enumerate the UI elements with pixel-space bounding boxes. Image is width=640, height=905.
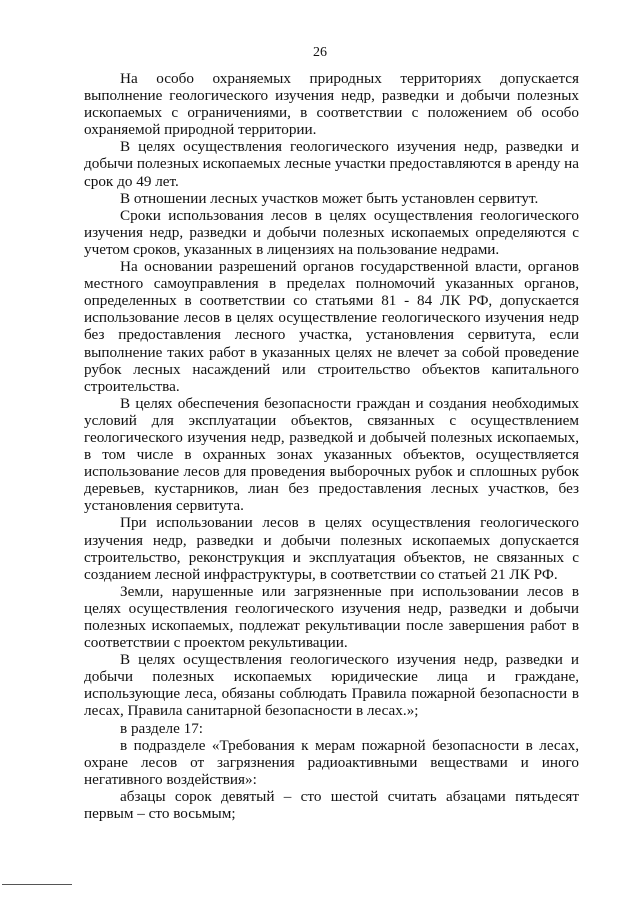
paragraph-usage-terms: Сроки использования лесов в целях осуществления геологического изучения недр, разведки и добычи полезных ископаемых определяются с учетом сроков, указанных в лицензиях на пользование недрами. — [84, 206, 579, 258]
footer-divider — [2, 884, 72, 885]
paragraph-construction: При использовании лесов в целях осуществления геологического изучения недр, разведки и добычи полезных ископаемых допускается строительство, реконструкция и эксплуатация объектов, не связанных с созданием лесной инфраструктуры, в соответствии со статьей 21 ЛК РФ. — [84, 514, 579, 583]
paragraph-renumbering: абзацы сорок девятый – сто шестой считать абзацами пятьдесят первым – сто восьмым; — [84, 787, 579, 823]
paragraph-subsection: в подразделе «Требования к мерам пожарной безопасности в лесах, охране лесов от загрязнения радиоактивными веществами и иного негативного воздействия»: — [84, 736, 579, 788]
paragraph-lease-term: В целях осуществления геологического изучения недр, разведки и добычи полезных ископаемых лесные участки предоставляются в аренду на срок до 49 лет. — [84, 138, 579, 190]
paragraph-permits: На основании разрешений органов государственной власти, органов местного самоуправления в пределах полномочий указанных органов, определенных в соответствии со статьями 81 - 84 ЛК РФ, допускается использование лесов в целях осуществление геологического изучения недр без предоставления лесного участка, установления сервитута, если выполнение таких работ в указанных целях не влечет за собой проведение рубок лесных насаждений или строительство объектов капитального строительства. — [84, 258, 579, 395]
paragraph-safety: В целях обеспечения безопасности граждан и создания необходимых условий для эксплуатации объектов, связанных с осуществлением геологического изучения недр, разведкой и добычей полезных ископаемых, в том числе в охранных зонах указанных объектов, осуществляется использование лесов для проведения выборочных рубок и сплошных рубок деревьев, кустарников, лиан без предоставления лесных участков, без установления сервитута. — [84, 394, 579, 515]
document-body — [84, 70, 579, 822]
page-number: 26 — [313, 45, 327, 60]
paragraph-protected-territories: На особо охраняемых природных территориях допускается выполнение геологического изучения недр, разведки и добычи полезных ископаемых с ограничениями, в соответствии с положением об особо охраняемой природной территории. — [84, 70, 579, 139]
paragraph-servitude: В отношении лесных участков может быть установлен сервитут. — [120, 189, 539, 207]
paragraph-reclamation: Земли, нарушенные или загрязненные при использовании лесов в целях осуществления геологического изучения недр, разведки и добычи полезных ископаемых, подлежат рекультивации после завершения работ в соответствии с проектом рекультивации. — [84, 582, 579, 652]
paragraph-fire-rules: В целях осуществления геологического изучения недр, разведки и добычи полезных ископаемых юридические лица и граждане, использующие леса, обязаны соблюдать Правила пожарной безопасности в лесах, Правила санитарной безопасности в лесах.»; — [84, 651, 579, 720]
paragraph-section-17: в разделе 17: — [120, 719, 204, 737]
